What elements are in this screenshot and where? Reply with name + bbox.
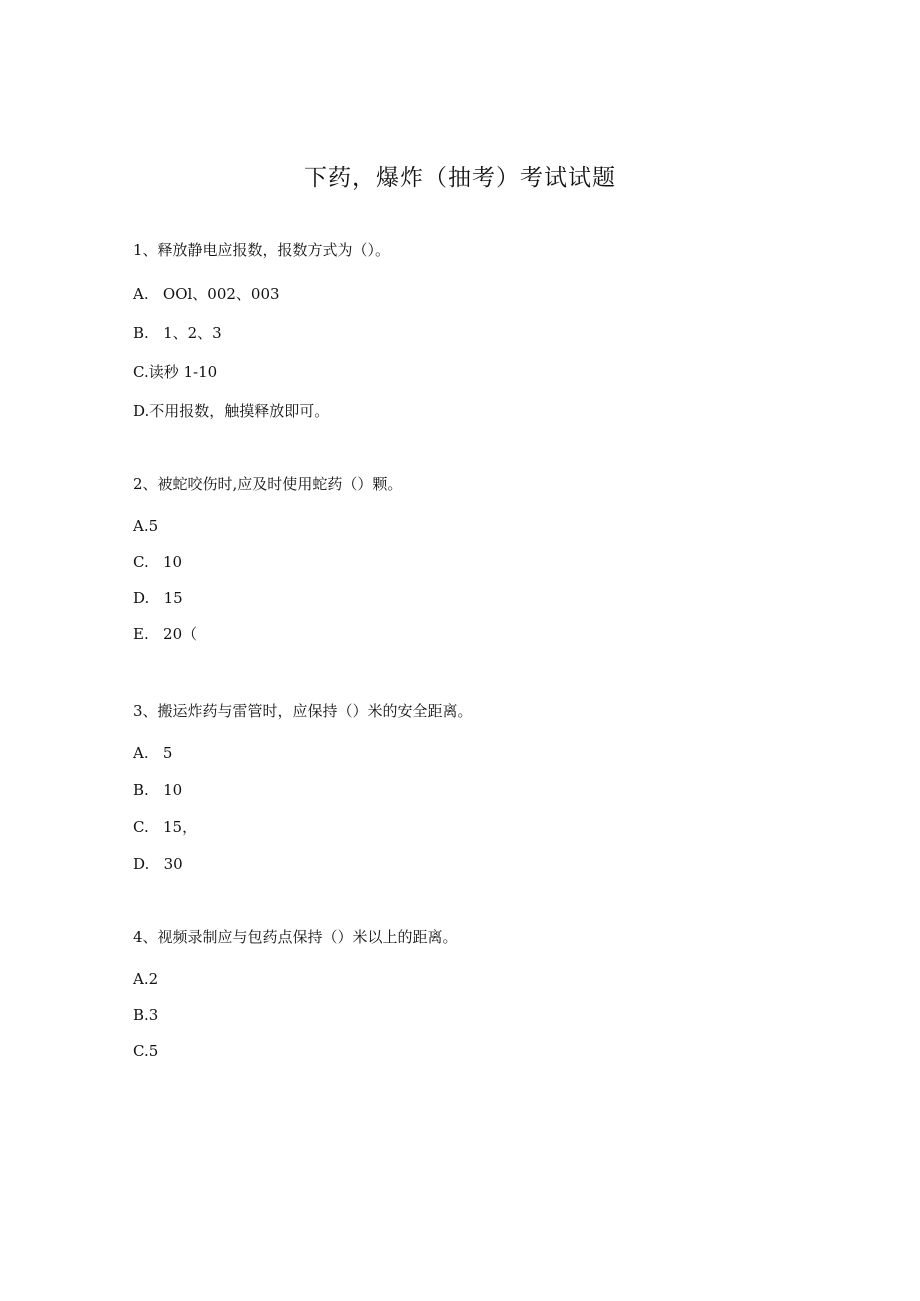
option-b: B.3	[133, 1006, 159, 1024]
option-e: E. 20（	[133, 625, 198, 643]
option-a: A. 5	[133, 744, 173, 762]
option-c: C.5	[133, 1042, 159, 1060]
page-title: 下药，爆炸（抽考）考试试题	[304, 165, 616, 191]
question-stem: 4、视频录制应与包药点保持（）米以上的距离。	[133, 928, 458, 946]
question-2	[133, 473, 833, 659]
question-1	[133, 239, 833, 439]
question-stem: 1、释放静电应报数，报数方式为（）。	[133, 241, 391, 259]
option-d: D. 15	[133, 589, 183, 607]
question-stem: 2、被蛇咬伤时,应及时使用蛇药（）颗。	[133, 475, 403, 493]
option-a: A. OOl、002、003	[133, 285, 280, 303]
option-c: C.读秒 1-10	[133, 363, 218, 381]
option-b: B. 1、2、3	[133, 324, 222, 342]
question-3	[133, 700, 833, 890]
option-a: A.5	[133, 517, 159, 535]
option-d: D. 30	[133, 855, 183, 873]
option-d: D.不用报数，触摸释放即可。	[133, 402, 330, 420]
option-c: C. 10	[133, 553, 183, 571]
option-c: C. 15，	[133, 818, 198, 836]
question-4	[133, 926, 833, 1076]
option-b: B. 10	[133, 781, 183, 799]
question-stem: 3、搬运炸药与雷管时，应保持（）米的安全距离。	[133, 702, 473, 720]
option-a: A.2	[133, 970, 159, 988]
